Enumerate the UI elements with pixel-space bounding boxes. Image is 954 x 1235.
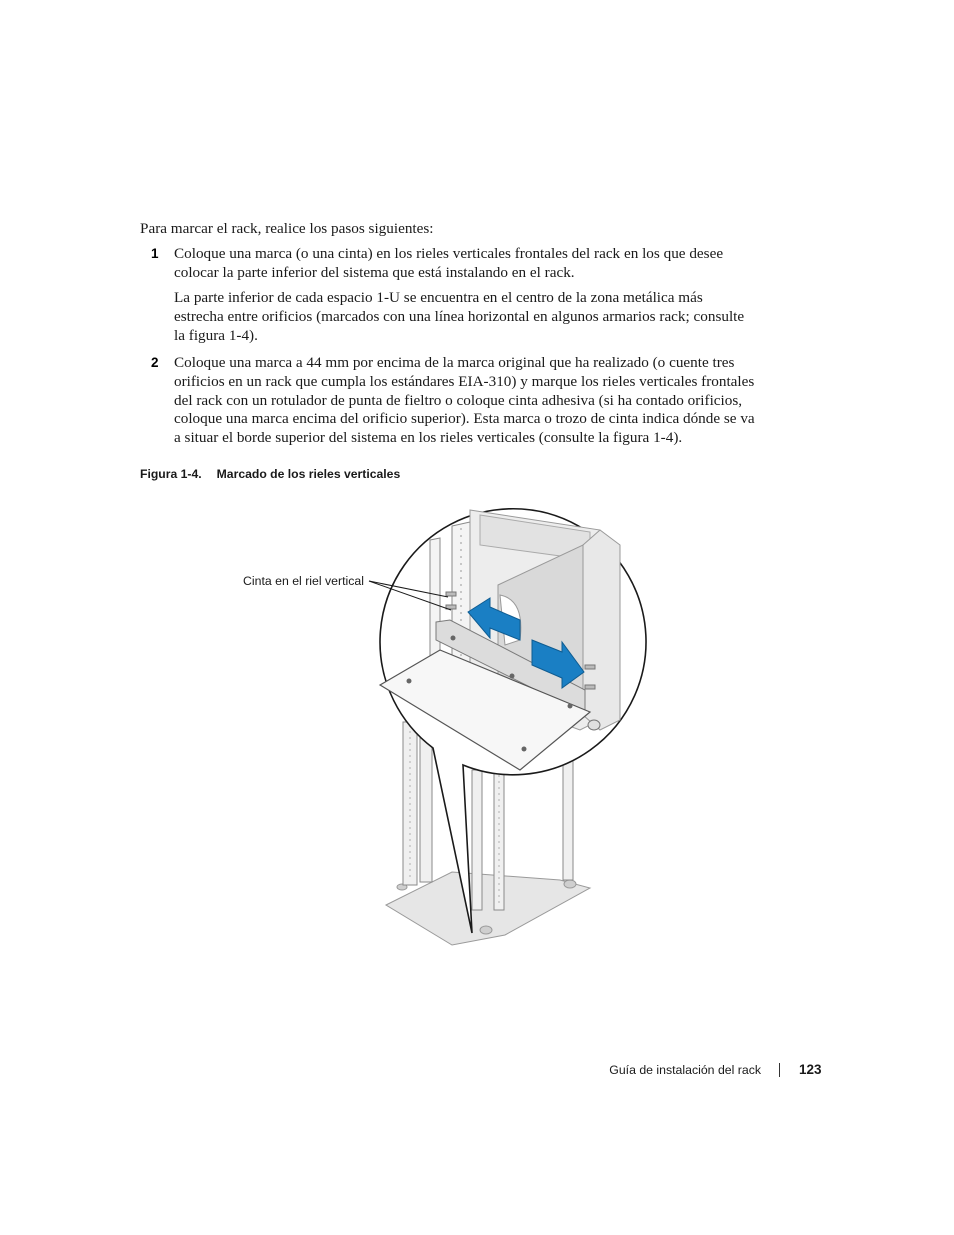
step-2-number: 2 (151, 355, 159, 370)
footer-title: Guía de instalación del rack (609, 1063, 761, 1077)
step-2-text: Coloque una marca a 44 mm por encima de la marca original que ha realizado (o cuente tres orificios en un rack que cumpla los estándares EIA-310) y marque los rieles verticales frontales del rack con un rotulador de punta de fieltro o coloque cinta adhesiva (si ha contado orificios, coloque una marca encima del orificio superior). Esta marca o trozo de cinta indica dónde se va a situar el borde superior del sistema en los rieles verticales (consulte la figura 1-4). (174, 354, 755, 447)
page-number: 123 (799, 1062, 822, 1077)
callout-label: Cinta en el riel vertical (243, 574, 364, 588)
step-1-text: Coloque una marca (o una cinta) en los rieles verticales frontales del rack en los que desee colocar la parte inferior del sistema que está instalando en el rack. (174, 245, 724, 281)
step-1-number: 1 (151, 246, 159, 261)
figure-title: Marcado de los rieles verticales (216, 467, 401, 481)
intro-paragraph: Para marcar el rack, realice los pasos siguientes: (140, 220, 434, 237)
figure-label: Figura 1-4. (140, 467, 202, 481)
step-1-note: La parte inferior de cada espacio 1-U se encuentra en el centro de la zona metálica más estrecha entre orificios (marcados con una línea horizontal en algunos armarios rack; consulte la figura 1-4). (174, 289, 745, 344)
footer-separator (779, 1063, 780, 1077)
